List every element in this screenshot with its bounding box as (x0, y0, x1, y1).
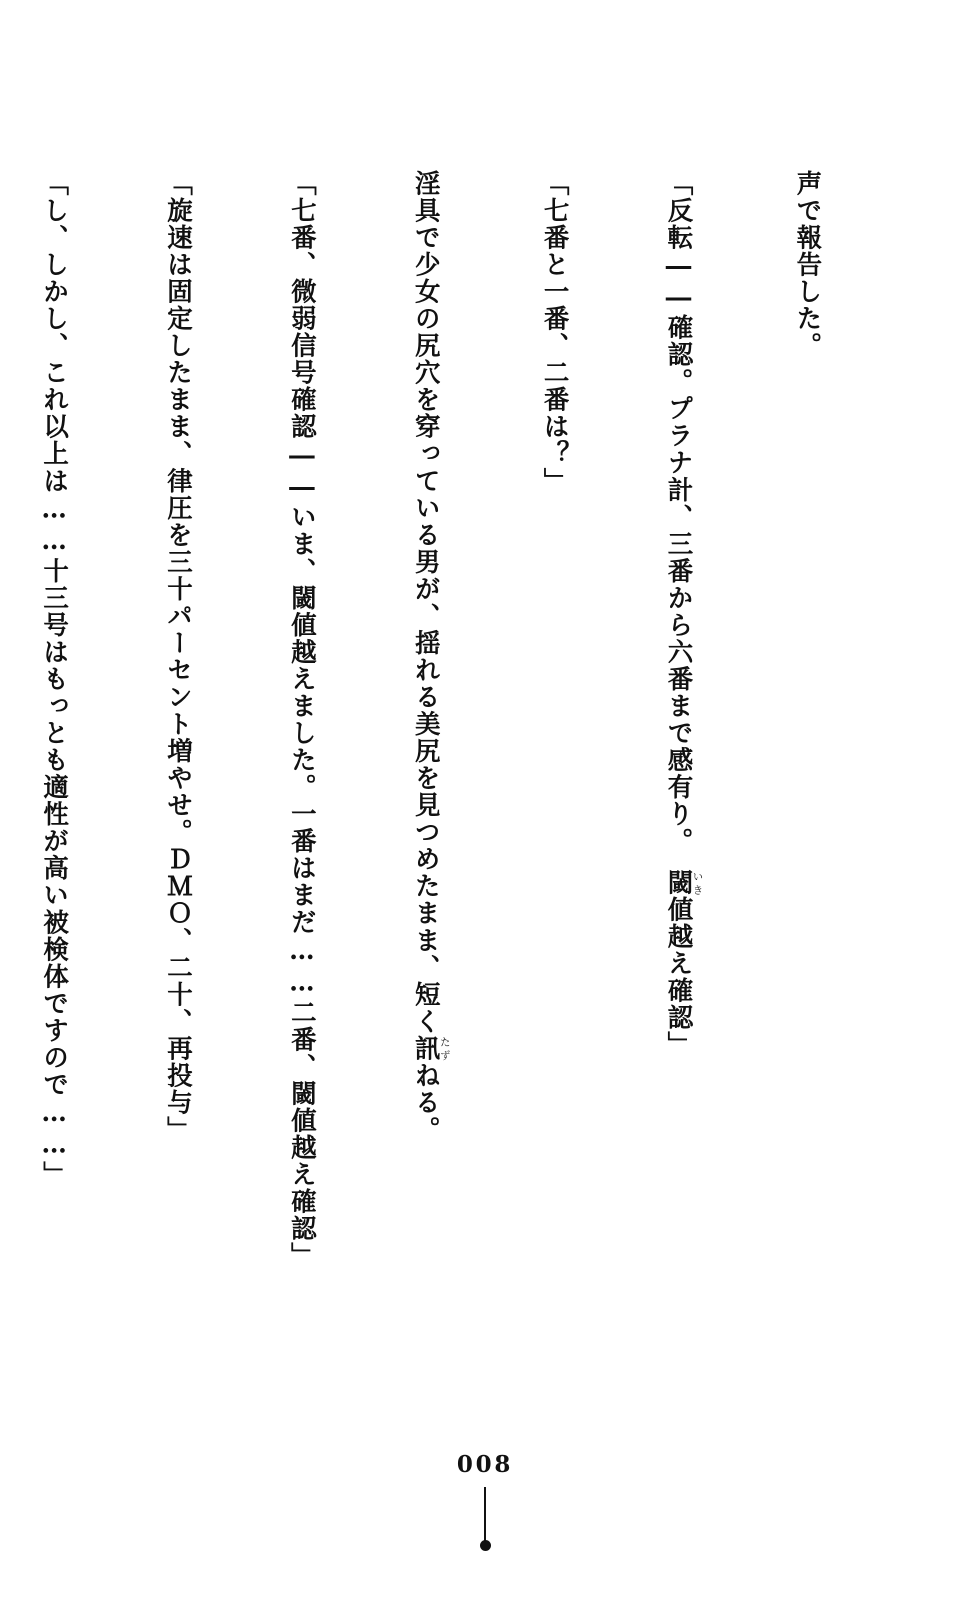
folio-rule (484, 1487, 486, 1545)
page-body-text (39, 170, 910, 1380)
paragraph: 「七番と一番、二番は？」 (539, 170, 570, 495)
paragraph: 「反転――確認。プラナ計、三番から六番まで感有り。 閾いき値越え確認」 (663, 170, 704, 1059)
paragraph: 「旋速は固定したまま、律圧を三十パーセント増やせ。ＤＭＯ、二十、再投与」 (162, 170, 193, 1144)
folio (0, 1451, 970, 1556)
paragraph: 淫具で少女の尻穴を穿っている男が、揺れる美尻を見つめたまま、短く訊たずねる。 (410, 170, 451, 1144)
paragraph: 「し、しかし、これ以上は……十三号はもっとも適性が高い被検体ですので……」 (39, 170, 70, 1189)
ruby-tazu: 訊たず (410, 1034, 451, 1062)
folio-dot (480, 1540, 491, 1551)
paragraph: 声で報告した。 (792, 170, 823, 360)
ruby-iki: 閾いき (663, 869, 704, 897)
page-number: 008 (456, 1451, 514, 1478)
paragraph: 「七番、微弱信号確認――いま、閾値越えました。一番はまだ……二番、閾値越え確認」 (286, 170, 317, 1270)
